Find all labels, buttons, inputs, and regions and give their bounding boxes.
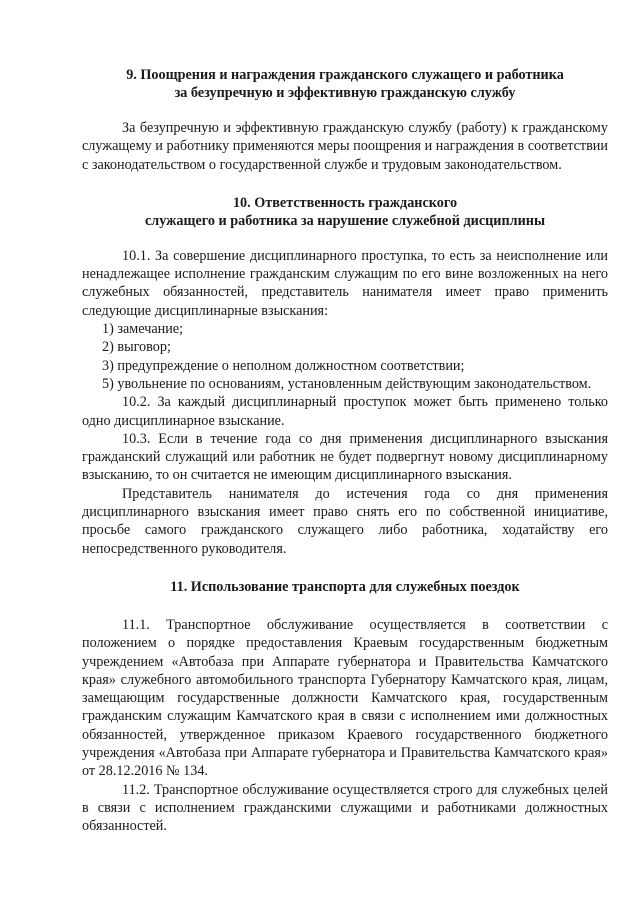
section-9-heading [82,0,608,102]
section-10-heading [82,194,608,230]
section-10-title-line1: 10. Ответственность гражданского [232,194,458,211]
list-item: 1) замечание; [102,321,184,338]
penalties-list [82,320,608,393]
section-9-title-line2: за безупречную и эффективную гражданскую службу [174,85,516,101]
paragraph-10-3: 10.3. Если в течение года со дня применения дисциплинарного взыскания гражданский служащий или работник не будет подвергнут новому дисциплинарному взысканию, то он считается не имеющим дисциплинарного взыскания. [82,430,608,484]
list-item: 5) увольнение по основаниям, установленным действующим законодательством. [102,375,592,392]
paragraph-11-1: 11.1. Транспортное обслуживание осуществляется в соответствии с положением о порядке предоставления Краевым государственным бюджетным учреждением «Автобаза при Аппарате губернатора и Правительства Камчатского края» служебного автомобильного транспорта Губернатору Камчатского края, лицам, замещающим государственные должности Камчатского края, государственным гражданским служащим Камчатского края в связи с исполнением ими должностных обязанностей, утвержденное приказом Краевого государственного бюджетного учреждения «Автобаза при Аппарате губернатора и Правительства Камчатского края» от 28.12.2016 № 134. [82,616,608,780]
paragraph-11-2: 11.2. Транспортное обслуживание осуществляется строго для служебных целей в связи с исполнением гражданскими служащими и работниками должностных обязанностей. [82,781,608,835]
section-9-paragraph: За безупречную и эффективную гражданскую службу (работу) к гражданскому служащему и работнику применяются меры поощрения и награждения в соответствии с законодательством о государственной службе и трудовым законодательством. [82,120,608,173]
section-11-heading [82,578,608,596]
list-item: 2) выговор; [102,339,171,356]
list-item: 3) предупреждение о неполном должностном соответствии; [102,357,465,374]
section-10-title-line2: служащего и работника за нарушение служебной дисциплины [144,212,546,229]
section-9-title-line1: 9. Поощрения и награждения гражданского служащего и работника [126,67,564,83]
paragraph-10-2: 10.2. За каждый дисциплинарный проступок может быть применено только одно дисциплинарное взыскание. [82,394,608,429]
paragraph-10-1: 10.1. За совершение дисциплинарного проступка, то есть за неисполнение или ненадлежащее исполнение гражданским служащим по его вине возложенных на него служебных обязанностей, представитель нанимателя имеет право применить следующие дисциплинарные взыскания: [82,247,608,319]
section-11-title: 11. Использование транспорта для служебных поездок [170,578,520,595]
paragraph-10-4: Представитель нанимателя до истечения года со дня применения дисциплинарного взыскания имеет право снять его по собственной инициативе, просьбе самого гражданского служащего либо работника, ходатайству его непосредственного руководителя. [82,485,608,557]
